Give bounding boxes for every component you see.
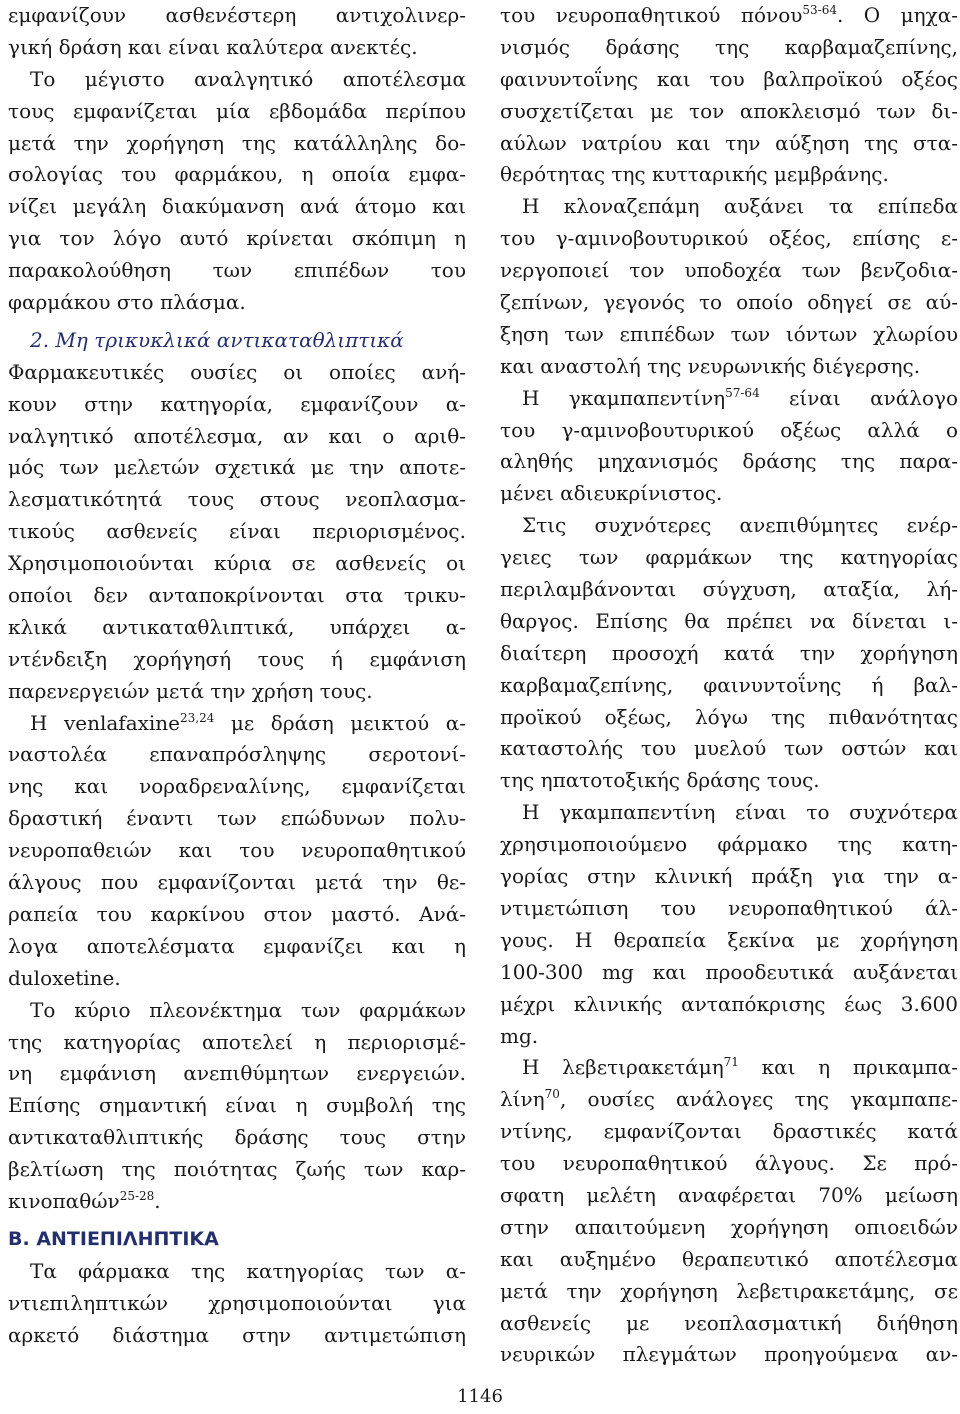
- citation-superscript: 23,24: [180, 710, 215, 725]
- text-line: νισμός δράσης της καρβαμαζεπίνης,: [500, 34, 958, 59]
- text-line: [8, 708, 466, 740]
- text-line: Χρησιμοποιούνται κύρια σε ασθενείς οι: [8, 551, 466, 576]
- text-line: περιλαμβάνονται σύγχυση, αταξία, λή-: [500, 577, 958, 602]
- text-line: [500, 1052, 958, 1084]
- text-line: Στις συχνότερες ανεπιθύμητες ενέρ-: [522, 513, 958, 538]
- text-line: γους. Η θεραπεία ξεκίνα με χορήγηση: [500, 927, 958, 952]
- text-line: γειες των φαρμάκων της κατηγορίας: [500, 545, 958, 570]
- text-line: μετά την χορήγηση της κατάλληλης δο-: [8, 130, 466, 155]
- text-line: σφατη μελέτη αναφέρεται 70% μείωση: [500, 1182, 958, 1207]
- text-line: θερότητας της κυτταρικής μεμβράνης.: [500, 162, 889, 187]
- text-run: , ουσίες ανάλογες της γκαμπαπε-: [559, 1087, 958, 1112]
- left-column: [8, 0, 466, 1351]
- text-line: [8, 1186, 466, 1218]
- text-line: του γ-αμινοβουτυρικού οξέος, επίσης ε-: [500, 226, 958, 251]
- text-line: στην απαιτούμενη χορήγηση οπιοειδών: [500, 1214, 958, 1239]
- text-line: προϊκού οξέως, λόγω της πιθανότητας: [500, 704, 958, 729]
- citation-superscript: 71: [723, 1055, 739, 1070]
- text-run: είναι ανάλογο: [759, 385, 958, 410]
- text-line: ζεπίνων, γεγονός το οποίο οδηγεί σε αύ-: [500, 290, 958, 315]
- text-line: του γ-αμινοβουτυρικού οξέως αλλά ο: [500, 417, 958, 442]
- text-line: φαινυντοΐνης και του βαλπροϊκού οξέος: [500, 66, 958, 91]
- text-line: λογα αποτελέσματα εμφανίζει και η: [8, 933, 466, 958]
- text-line: νευρικών πλεγμάτων προηγούμενα αν-: [500, 1342, 958, 1367]
- text-line: βελτίωση της ποιότητας ζωής των καρ-: [8, 1157, 466, 1182]
- text-line: τους εμφανίζεται μία εβδομάδα περίπου: [8, 98, 466, 123]
- text-line: λεσματικότητά τους στους νεοπλασμα-: [8, 487, 466, 512]
- text-line: Η γκαμπαπεντίνη είναι το συχνότερα: [522, 800, 958, 825]
- text-line: Το μέγιστο αναλγητικό αποτέλεσμα: [30, 66, 466, 91]
- text-line: διαίτερη προσοχή κατά την χορήγηση: [500, 640, 958, 665]
- citation-superscript: 57-64: [725, 385, 760, 400]
- text-line: ραπεία του καρκίνου στον μαστό. Ανά-: [8, 901, 466, 926]
- text-line: μετά την χορήγηση λεβετιρακετάμης, σε: [500, 1278, 958, 1303]
- text-line: ναλγητικό αποτέλεσμα, αν και ο αριθ-: [8, 423, 466, 448]
- text-line: mg.: [500, 1023, 539, 1048]
- text-line: εμφανίζουν ασθενέστερη αντιχολινερ-: [8, 3, 466, 27]
- citation-superscript: 53-64: [802, 3, 838, 17]
- text-line: συσχετίζεται με τον αποκλεισμό των δι-: [500, 98, 958, 123]
- text-line: χρησιμοποιούμενο φάρμακο της κατη-: [500, 832, 958, 857]
- text-line: γική δράση και είναι καλύτερα ανεκτές.: [8, 34, 418, 59]
- text-line: ξηση των επιπέδων των ιόντων χλωρίου: [500, 321, 958, 346]
- text-line: ντιεπιληπτικών χρησιμοποιούνται για: [8, 1290, 466, 1315]
- section-heading: 2. Μη τρικυκλικά αντικαταθλιπτικά: [30, 327, 404, 352]
- text-line: κλικά αντικαταθλιπτικά, υπάρχει α-: [8, 614, 466, 639]
- text-run: κινοπαθών: [8, 1188, 120, 1213]
- text-run: και η πρικαμπα-: [738, 1055, 958, 1080]
- text-line: ντίνης, εμφανίζονται δραστικές κατά: [500, 1119, 958, 1144]
- citation-superscript: 70: [544, 1087, 560, 1102]
- text-line: φαρμάκου στο πλάσμα.: [8, 290, 246, 315]
- text-line: νη εμφάνιση ανεπιθύμητων ενεργειών.: [8, 1061, 466, 1086]
- text-line: καταστολής του μυελού των οστών και: [500, 736, 958, 761]
- text-line: [500, 383, 958, 415]
- text-line: νίζει μεγάλη διακύμανση ανά άτομο και: [8, 194, 466, 219]
- text-line: ασθενείς με νεοπλασματική διήθηση: [500, 1310, 958, 1335]
- text-line: [500, 0, 958, 32]
- text-line: 100-300 mg και προοδευτικά αυξάνεται: [500, 959, 958, 984]
- text-line: του νευροπαθητικού άλγους. Σε πρό-: [500, 1151, 958, 1176]
- text-line: τικούς ασθενείς είναι περιορισμένος.: [8, 519, 466, 544]
- text-line: ναστολέα επαναπρόσληψης σεροτονί-: [8, 742, 466, 767]
- text-line: μός των μελετών σχετικά με την αποτε-: [8, 455, 466, 480]
- text-line: μέχρι κλινικής ανταπόκρισης έως 3.600: [500, 991, 958, 1016]
- citation-superscript: 25-28: [119, 1188, 155, 1203]
- text-line: και αυξημένο θεραπευτικό αποτέλεσμα: [500, 1246, 958, 1271]
- text-line: ντιμετώπιση του νευροπαθητικού άλ-: [500, 895, 958, 920]
- text-line: αρκετό διάστημα στην αντιμετώπιση: [8, 1322, 466, 1347]
- text-line: θαργος. Επίσης θα πρέπει να δίνεται ι-: [500, 608, 958, 633]
- text-run: του νευροπαθητικού πόνου: [500, 3, 803, 27]
- text-line: σολογίας του φαρμάκου, η οποία εμφα-: [8, 162, 466, 187]
- text-line: καρβαμαζεπίνης, φαινυντοΐνης ή βαλ-: [500, 672, 958, 697]
- text-line: Το κύριο πλεονέκτημα των φαρμάκων: [30, 997, 466, 1022]
- text-run: . Ο μηχα-: [837, 3, 958, 27]
- text-run: Η venlafaxine: [30, 710, 181, 735]
- text-line: και αναστολή της νευρωνικής διέγερσης.: [500, 353, 921, 378]
- page-number: 1146: [457, 1386, 503, 1407]
- text-line: [500, 1084, 958, 1116]
- text-line: για τον λόγο αυτό κρίνεται σκόπιμη η: [8, 226, 466, 251]
- text-line: παρακολούθηση των επιπέδων του: [8, 258, 466, 283]
- text-line: Επίσης σημαντική είναι η συμβολή της: [8, 1093, 466, 1118]
- text-run: Η γκαμπαπεντίνη: [522, 385, 726, 410]
- text-line: ντένδειξη χορήγησή τους ή εμφάνιση: [8, 646, 466, 671]
- text-line: duloxetine.: [8, 965, 121, 990]
- text-run: Η λεβετιρακετάμη: [522, 1055, 724, 1080]
- text-line: της κατηγορίας αποτελεί η περιορισμέ-: [8, 1029, 466, 1054]
- text-line: νης και νοραδρεναλίνης, εμφανίζεται: [8, 774, 466, 799]
- text-run: .: [154, 1188, 161, 1213]
- text-line: δραστική έναντι των επώδυνων πολυ-: [8, 806, 466, 831]
- text-line: Τα φάρμακα της κατηγορίας των α-: [30, 1258, 466, 1283]
- text-line: αληθής μηχανισμός δράσης της παρα-: [500, 449, 958, 474]
- text-line: νεργοποιεί τον υποδοχέα των βενζοδια-: [500, 258, 958, 283]
- text-line: άλγους που εμφανίζονται μετά την θε-: [8, 870, 466, 895]
- text-line: οποίοι δεν ανταποκρίνονται στα τρικυ-: [8, 583, 466, 608]
- text-line: Η κλοναζεπάμη αυξάνει τα επίπεδα: [522, 194, 958, 219]
- text-line: Φαρμακευτικές ουσίες οι οποίες ανή-: [8, 359, 466, 384]
- text-line: παρενεργειών μετά την χρήση τους.: [8, 678, 373, 703]
- section-heading: Β. ΑΝΤΙΕΠΙΛΗΠΤΙΚΑ: [8, 1227, 219, 1250]
- text-line: κουν στην κατηγορία, εμφανίζουν α-: [8, 391, 466, 416]
- text-line: αύλων νατρίου και την αύξηση της στα-: [500, 130, 958, 155]
- text-line: της ηπατοτοξικής δράσης τους.: [500, 768, 820, 793]
- text-run: λίνη: [500, 1087, 545, 1112]
- text-line: μένει αδιευκρίνιστος.: [500, 481, 723, 506]
- text-run: με δράση μεικτού α-: [214, 710, 466, 735]
- text-line: γορίας στην κλινική πράξη για την α-: [500, 864, 958, 889]
- text-line: αντικαταθλιπτικής δράσης τους στην: [8, 1125, 466, 1150]
- right-column: [500, 0, 958, 1371]
- text-line: νευροπαθειών και του νευροπαθητικού: [8, 838, 466, 863]
